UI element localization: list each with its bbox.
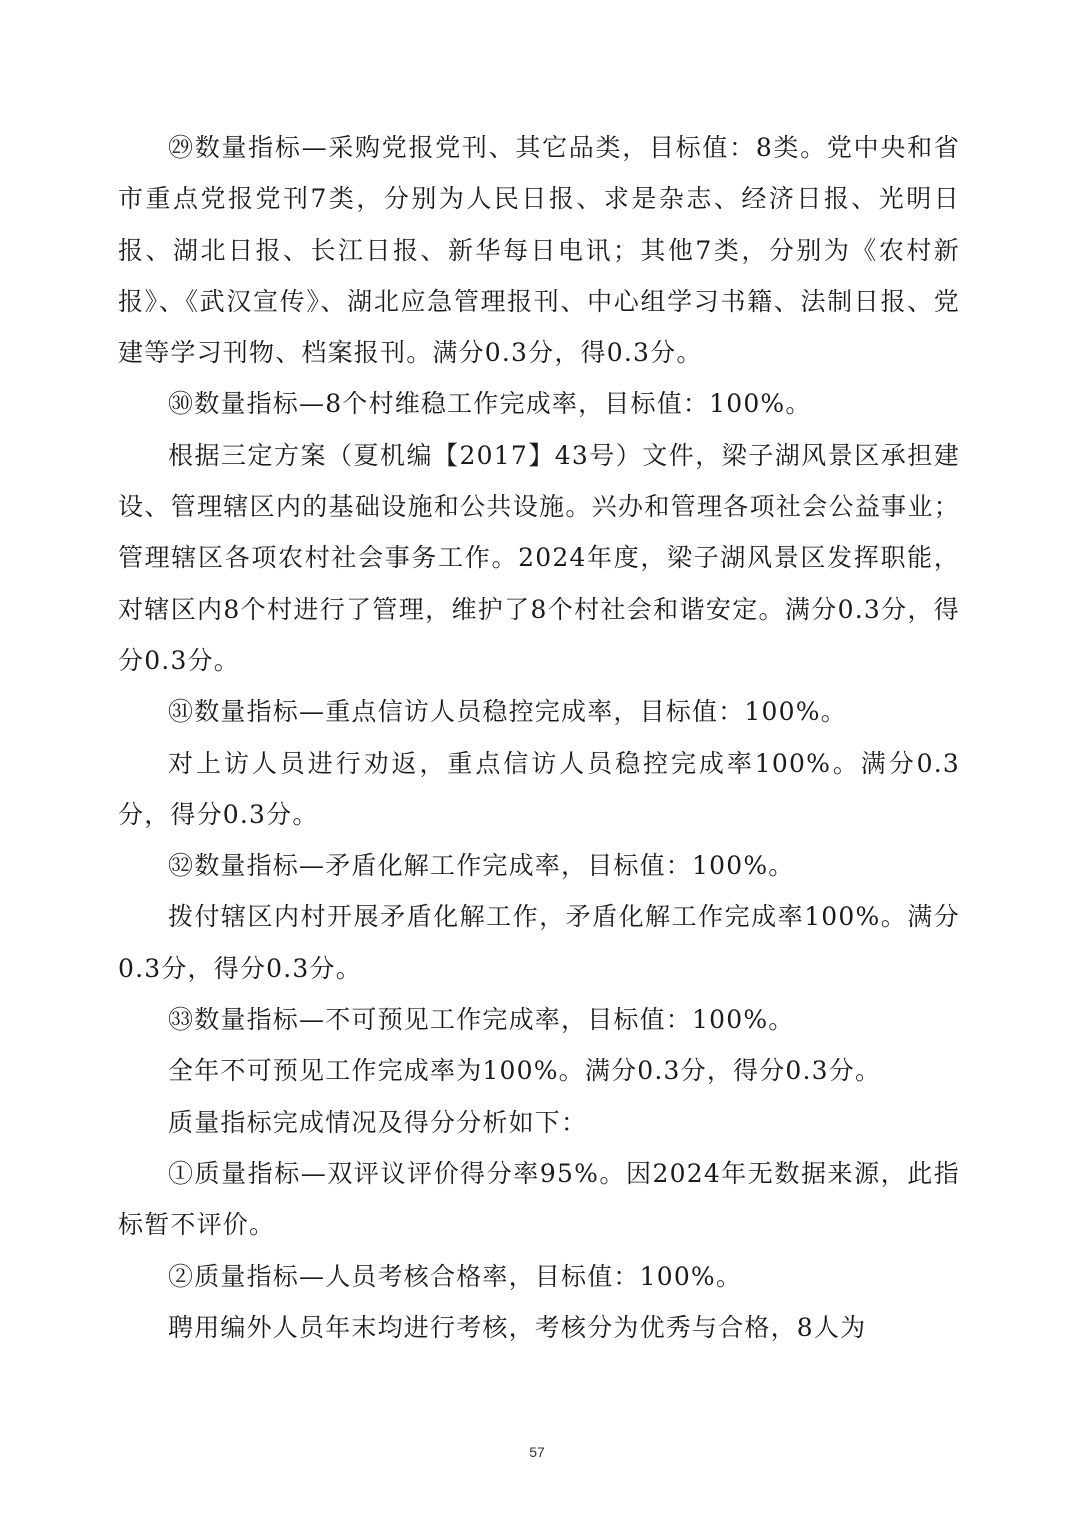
paragraph-29-publications: ㉙数量指标—采购党报党刊、其它品类，目标值：8类。党中央和省市重点党报党刊7类，分别为人民日报、求是杂志、经济日报、光明日报、湖北日报、长江日报、新华每日电讯；其他7类，分别为《农村新报》、《武汉宣传》、湖北应急管理报刊、中心组学习书籍、法制日报、党建等学习刊物、档案报刊。满分0.3分，得0.3分。 [118, 133, 960, 368]
paragraph-33-heading: ㉝数量指标—不可预见工作完成率，目标值：100%。 [168, 1005, 795, 1035]
document-body [118, 122, 960, 1353]
page-number: 57 [529, 1444, 545, 1460]
paragraph-31-heading: ㉛数量指标—重点信访人员稳控完成率，目标值：100%。 [168, 697, 847, 727]
quality-item-2-detail: 聘用编外人员年末均进行考核，考核分为优秀与合格，8人为 [168, 1312, 867, 1342]
paragraph-30-detail: 根据三定方案（夏机编【2017】43号）文件，梁子湖风景区承担建设、管理辖区内的基础设施和公共设施。兴办和管理各项社会公益事业；管理辖区各项农村社会事务工作。2024年度，梁子湖风景区发挥职能，对辖区内8个村进行了管理，维护了8个村社会和谐安定。满分0.3分，得分0.3分。 [118, 440, 960, 675]
paragraph-33-detail: 全年不可预见工作完成率为100%。满分0.3分，得分0.3分。 [168, 1056, 882, 1086]
quality-item-1: ①质量指标—双评议评价得分率95%。因2024年无数据来源，此指标暂不评价。 [118, 1158, 960, 1240]
quality-item-2-heading: ②质量指标—人员考核合格率，目标值：100%。 [168, 1261, 743, 1291]
paragraph-32-heading: ㉜数量指标—矛盾化解工作完成率，目标值：100%。 [168, 851, 795, 881]
quality-section-intro: 质量指标完成情况及得分分析如下： [168, 1107, 588, 1137]
paragraph-32-detail: 拨付辖区内村开展矛盾化解工作，矛盾化解工作完成率100%。满分0.3分，得分0.3分。 [118, 902, 960, 983]
paragraph-31-detail: 对上访人员进行劝返，重点信访人员稳控完成率100%。满分0.3分，得分0.3分。 [118, 748, 960, 829]
paragraph-30-heading: ㉚数量指标—8个村维稳工作完成率，目标值：100%。 [168, 389, 812, 419]
